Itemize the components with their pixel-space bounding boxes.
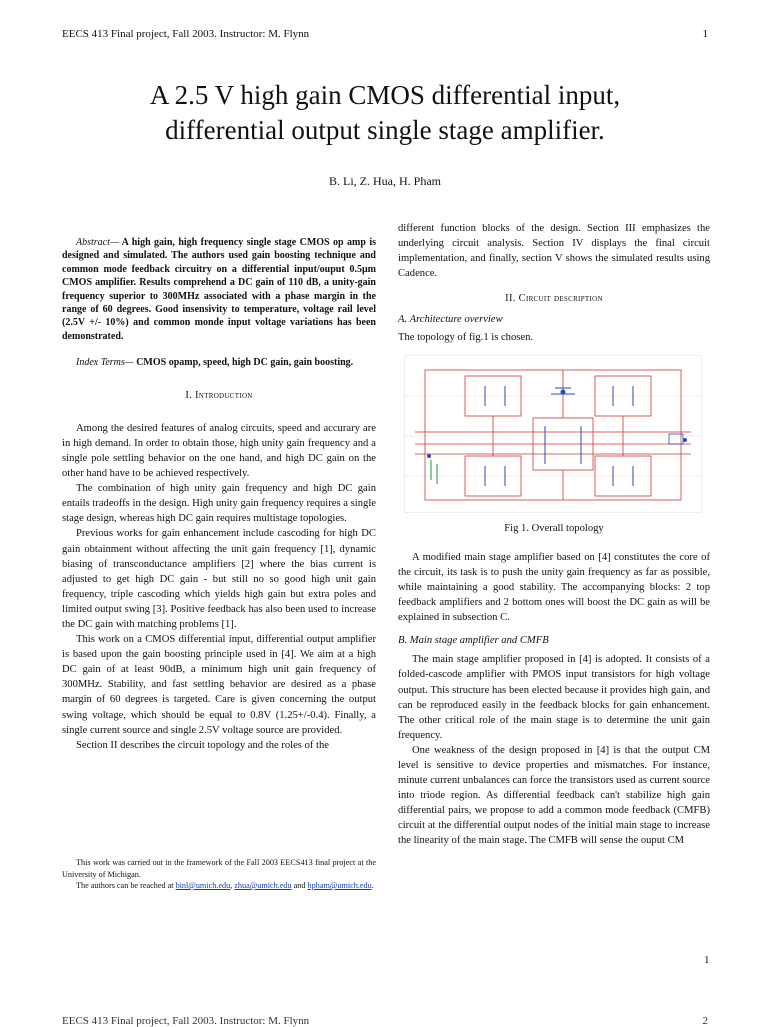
subsection-title: Main stage amplifier and CMFB bbox=[409, 635, 549, 647]
intro-paragraph: This work on a CMOS differential input, differential output amplifier is based upon the gain boosting principle used in [4]. We aim at a high DC gain of at least 90dB, a minimum high unit gain frequency of 300MHz. Stability, and fast settling behavior are desired as a phase margin of 60 degrees is targeted. Care is given concerning the output swing voltage, which should be equal to 0.8V (1.25+/-0.4). Finally, a single current source and single 2.5V voltage source are provided. bbox=[62, 634, 376, 736]
subsection-b-paragraph: One weakness of the design proposed in [4] is that the output CM level is sensitive to device properties and mismatches. For instance, minute current unbalances can force the transistors used as current source into triode region. As differential feedback can't stabilize high gain differential pairs, we propose to add a common mode feedback (CMFB) circuit at the differential output nodes of the initial main stage to increase the linearity of the main stage. The CMFB will sense the ouput CM bbox=[398, 744, 710, 847]
intro-paragraph: Among the desired features of analog circuits, speed and accurary are in high demand. In order to obtain those, high unity gain frequency and a single pole settling behavior on the one hand, and high DC gain on the other hand have to be achieved respectively. bbox=[62, 422, 376, 480]
right-intro-paragraph: different function blocks of the design. Section III emphasizes the underlying circuit analysis. Section IV displays the final circuit implementation, and finally, section V shows the simulated results using Cadence. bbox=[398, 223, 710, 280]
intro-paragraph: Previous works for gain enhancement include cascoding for high DC gain obtainment without affecting the unit gain frequency [1], dynamic biasing of transconductance amplifiers [2] where the bias current is adjusted to get high DC gain - but still no so good high unit gain frequency, triple cascoding which yields high gain but extra poles and limited output swing [3]. Positive feedback has also been used to increase the DC gain with matching problems [1]. bbox=[62, 528, 376, 630]
subsection-label: B. bbox=[398, 635, 408, 647]
section-title: Circuit description bbox=[518, 293, 603, 305]
email-link-binl[interactable]: binl@umich.edu bbox=[175, 881, 231, 890]
overall-topology-figure bbox=[404, 355, 702, 513]
footnote-and: and bbox=[291, 881, 308, 890]
email-link-hpham[interactable]: hpham@umich.edu bbox=[307, 881, 372, 890]
section-numeral: II. bbox=[505, 293, 516, 305]
section-heading-circuit-description bbox=[398, 291, 710, 306]
header-page-number: 1 bbox=[702, 28, 708, 40]
left-column bbox=[62, 236, 376, 753]
next-header-text: EECS 413 Final project, Fall 2003. Instructor: M. Flynn bbox=[62, 1015, 310, 1027]
figure-caption: Fig 1. Overall topology bbox=[504, 522, 604, 534]
subsection-b-heading bbox=[398, 633, 710, 648]
subsection-title: Architecture overview bbox=[409, 314, 503, 326]
subsection-b-paragraph: The main stage amplifier proposed in [4] is adopted. It consists of a folded-cascode amplifier with PMOS input transistors for high voltage output. This structure has been elected because it provides high gain, and can be reproduced easily in the feedback blocks for gain enhancement. The other critical role of the main stage is to determine the unit gain frequency. bbox=[398, 654, 710, 741]
topology-sentence: The topology of fig.1 is chosen. bbox=[398, 331, 534, 343]
footer-page-number: 1 bbox=[704, 954, 710, 966]
footnote-line-2: The authors can be reached at binl@umich.edu, zhua@umich.edu and hpham@umich.edu. bbox=[76, 881, 374, 890]
authors: B. Li, Z. Hua, H. Pham bbox=[329, 174, 441, 188]
after-figure-paragraph: A modified main stage amplifier based on [4] constitutes the core of the circuit, its task is to push the unity gain frequency as far as possible, while maintaining a good stability. The accompanying blocks: 2 top feedback amplifiers and 2 bottom ones will boost the DC gain as will be explained in subsection C. bbox=[398, 551, 710, 624]
footnote-line-1: This work was carried out in the framework of the Fall 2003 EECS413 final project at the University of Michigan. bbox=[62, 858, 376, 879]
next-header-page-number: 2 bbox=[702, 1015, 708, 1027]
circuit-schematic-image bbox=[405, 356, 701, 512]
header-text: EECS 413 Final project, Fall 2003. Instructor: M. Flynn bbox=[62, 28, 310, 40]
section-title: Introduction bbox=[195, 389, 253, 401]
title-line-1: A 2.5 V high gain CMOS differential input, bbox=[149, 80, 621, 110]
footnote bbox=[62, 857, 376, 892]
section-heading-introduction bbox=[62, 388, 376, 403]
email-link-zhua[interactable]: zhua@umich.edu bbox=[234, 881, 292, 890]
next-page-header bbox=[62, 1015, 708, 1027]
right-column bbox=[398, 221, 710, 849]
running-header bbox=[62, 28, 708, 40]
subsection-a-heading bbox=[398, 312, 710, 327]
index-terms bbox=[62, 356, 376, 369]
intro-paragraph: The combination of high unity gain frequency and high DC gain entails tradeoffs in the design. High unity gain frequency requires a single stage design, whereas high DC gain requires multistage topologies. bbox=[62, 483, 376, 525]
footnote-prefix: The authors can be reached at bbox=[76, 881, 176, 890]
subsection-label: A. bbox=[398, 314, 408, 326]
index-terms-label: Index Terms— bbox=[76, 357, 134, 369]
index-terms-text: CMOS opamp, speed, high DC gain, gain boosting. bbox=[133, 357, 354, 369]
title-line-2: differential output single stage amplifier. bbox=[165, 115, 605, 145]
abstract-text: A high gain, high frequency single stage CMOS op amp is designed and simulated. The authors used gain boosting technique and common mode feedback circuitry on a differential input/ouput 0.5μm CMOS amplifier. Results comprehend a DC gain of 110 dB, a unity-gain frequency superior to 300MHz associated with a phase margin in the range of 60 degrees. Good insensivity to temperature, voltage rail level (2.5V +/- 10%) and common monde input voltage variations has been demonstrated. bbox=[62, 237, 376, 342]
abstract bbox=[62, 236, 376, 343]
abstract-label: Abstract— bbox=[76, 237, 119, 248]
intro-paragraph: Section II describes the circuit topology and the roles of the bbox=[76, 739, 329, 751]
paper-title bbox=[62, 78, 708, 148]
section-numeral: I. bbox=[185, 389, 193, 401]
